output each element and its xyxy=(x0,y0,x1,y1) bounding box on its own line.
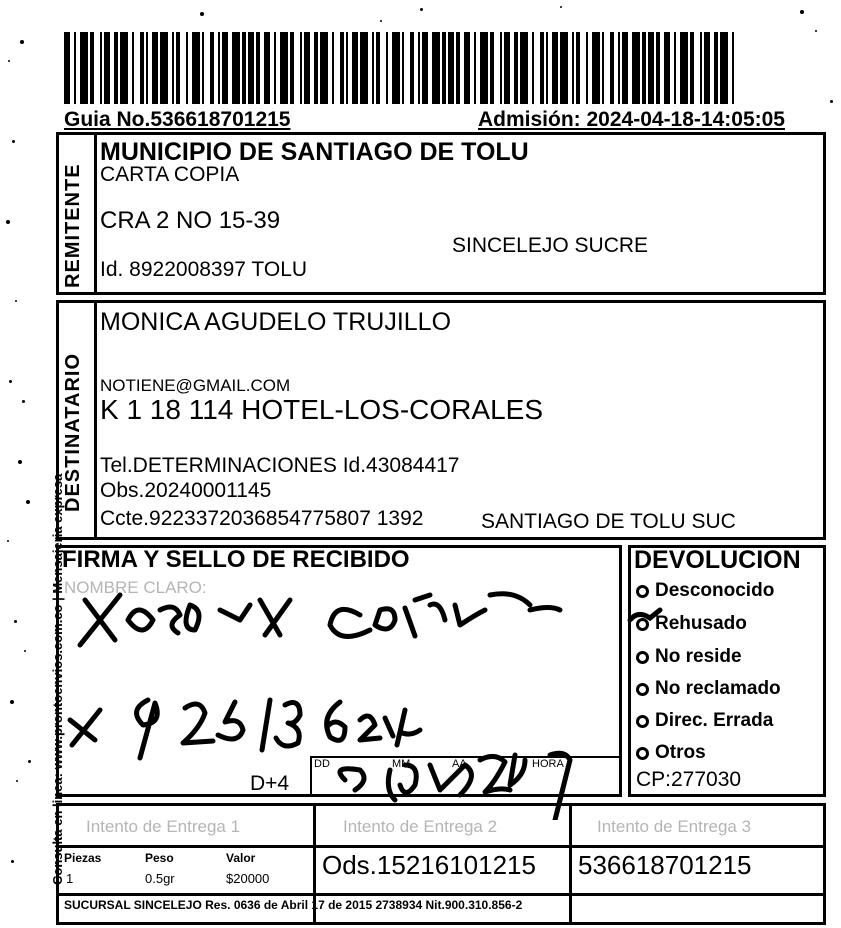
valor-value: $20000 xyxy=(226,871,270,886)
piezas-label: Piezas xyxy=(64,851,102,865)
devolucion-title: DEVOLUCION xyxy=(634,546,801,574)
guia-number-bottom: 536618701215 xyxy=(578,850,752,880)
valor-label: Valor xyxy=(226,851,256,865)
devolucion-cp: CP:277030 xyxy=(636,768,742,791)
radio-circle-icon xyxy=(636,651,649,664)
scan-speck xyxy=(380,20,382,22)
check-mark-icon xyxy=(626,606,666,636)
remitente-address: CRA 2 NO 15-39 xyxy=(100,207,281,234)
barcode-bar xyxy=(732,32,734,104)
envio-bottom-line xyxy=(56,893,826,896)
admission-date: Admisión: 2024-04-18-14:05:05 xyxy=(478,108,785,131)
destinatario-ccte: Ccte.9223372036854775807 1392 xyxy=(100,507,424,530)
scan-speck xyxy=(800,10,804,14)
nombre-claro-label: NOMBRE CLARO: xyxy=(64,578,207,597)
destinatario-name: MONICA AGUDELO TRUJILLO xyxy=(100,308,452,336)
radio-circle-icon xyxy=(636,585,649,598)
ods-number: Ods.15216101215 xyxy=(322,850,536,880)
option-otros[interactable]: Otros xyxy=(636,742,706,764)
barcode-bar xyxy=(520,32,528,104)
barcode-bar xyxy=(80,32,88,104)
scan-speck xyxy=(18,460,22,464)
intento-2: Intento de Entrega 2 xyxy=(343,817,498,836)
radio-circle-icon xyxy=(636,683,649,696)
scan-speck xyxy=(20,40,24,44)
scan-speck xyxy=(26,500,30,504)
scan-speck xyxy=(10,700,14,704)
remitente-city: SINCELEJO SUCRE xyxy=(452,234,649,257)
barcode-bar xyxy=(280,32,288,104)
footer-text: SUCURSAL SINCELEJO Res. 0636 de Abril 17 de 2015 2738934 Nit.900.310.856-2 xyxy=(64,898,523,912)
scan-speck xyxy=(6,220,10,224)
barcode-bar xyxy=(680,32,688,104)
remitente-subtitle: CARTA COPIA xyxy=(100,163,240,186)
remitente-divider xyxy=(94,132,97,295)
barcode-bar xyxy=(432,32,440,104)
scan-speck xyxy=(815,30,817,32)
option-desconocido[interactable]: Desconocido xyxy=(636,580,774,602)
option-no-reside[interactable]: No reside xyxy=(636,646,742,668)
intento-3: Intento de Entrega 3 xyxy=(597,817,752,836)
radio-circle-icon xyxy=(636,747,649,760)
barcode-bar xyxy=(480,32,488,104)
date-box-mm: MM xyxy=(392,758,411,770)
barcode-bar xyxy=(392,32,400,104)
destinatario-divider xyxy=(94,300,97,540)
destinatario-email: NOTIENE@GMAIL.COM xyxy=(100,376,291,395)
scan-speck xyxy=(15,300,17,302)
scan-speck xyxy=(420,8,423,11)
intento-1: Intento de Entrega 1 xyxy=(86,817,241,836)
scan-speck xyxy=(24,650,26,652)
peso-label: Peso xyxy=(145,851,174,865)
handwritten-signature xyxy=(60,580,620,820)
barcode-bar xyxy=(592,32,600,104)
barcode-bar xyxy=(360,32,368,104)
destinatario-tel: Tel.DETERMINACIONES Id.43084417 xyxy=(100,454,460,477)
barcode-bar xyxy=(632,32,640,104)
destinatario-city: SANTIAGO DE TOLU SUC xyxy=(481,510,736,533)
date-box-dd: DD xyxy=(314,758,330,770)
remitente-label: REMITENTE xyxy=(62,163,84,288)
barcode-bar xyxy=(720,32,728,104)
scan-speck xyxy=(28,760,31,763)
option-direc-errada[interactable]: Direc. Errada xyxy=(636,710,773,732)
scan-speck xyxy=(9,380,12,383)
scan-speck xyxy=(14,620,17,623)
side-info-text: Consulta en linea: www.prontoenvios.com.co | Mensajeria expresa xyxy=(50,473,65,885)
barcode xyxy=(64,32,742,104)
scan-speck xyxy=(22,400,25,403)
remitente-id: Id. 8922008397 TOLU xyxy=(100,258,308,281)
dias-label: D+4 xyxy=(250,772,290,795)
piezas-value: 1 xyxy=(66,871,74,886)
guia-number: Guia No.536618701215 xyxy=(64,108,291,131)
scan-speck xyxy=(16,780,18,782)
firma-title: FIRMA Y SELLO DE RECIBIDO xyxy=(62,546,410,573)
destinatario-obs: Obs.20240001145 xyxy=(100,479,272,502)
destinatario-address: K 1 18 114 HOTEL-LOS-CORALES xyxy=(100,394,543,425)
barcode-bar xyxy=(120,32,128,104)
scan-speck xyxy=(12,140,15,143)
scan-speck xyxy=(560,6,562,8)
scan-speck xyxy=(8,60,10,62)
barcode-bar xyxy=(320,32,328,104)
barcode-bar xyxy=(192,32,200,104)
barcode-bar xyxy=(160,32,168,104)
date-box-hora: HORA xyxy=(532,758,564,770)
scan-speck xyxy=(200,12,204,16)
date-box-aa: AA xyxy=(452,758,467,770)
scan-speck xyxy=(830,100,833,103)
destinatario-label: DESTINATARIO xyxy=(62,352,84,512)
remitente-name: MUNICIPIO DE SANTIAGO DE TOLU xyxy=(100,138,529,166)
scan-speck xyxy=(11,860,14,863)
peso-value: 0.5gr xyxy=(145,871,175,886)
barcode-bar xyxy=(560,32,568,104)
radio-circle-icon xyxy=(636,715,649,728)
option-rehusado[interactable]: Rehusado xyxy=(636,613,747,635)
scan-speck xyxy=(7,540,9,542)
option-no-reclamado[interactable]: No reclamado xyxy=(636,678,781,700)
barcode-bar xyxy=(232,32,240,104)
